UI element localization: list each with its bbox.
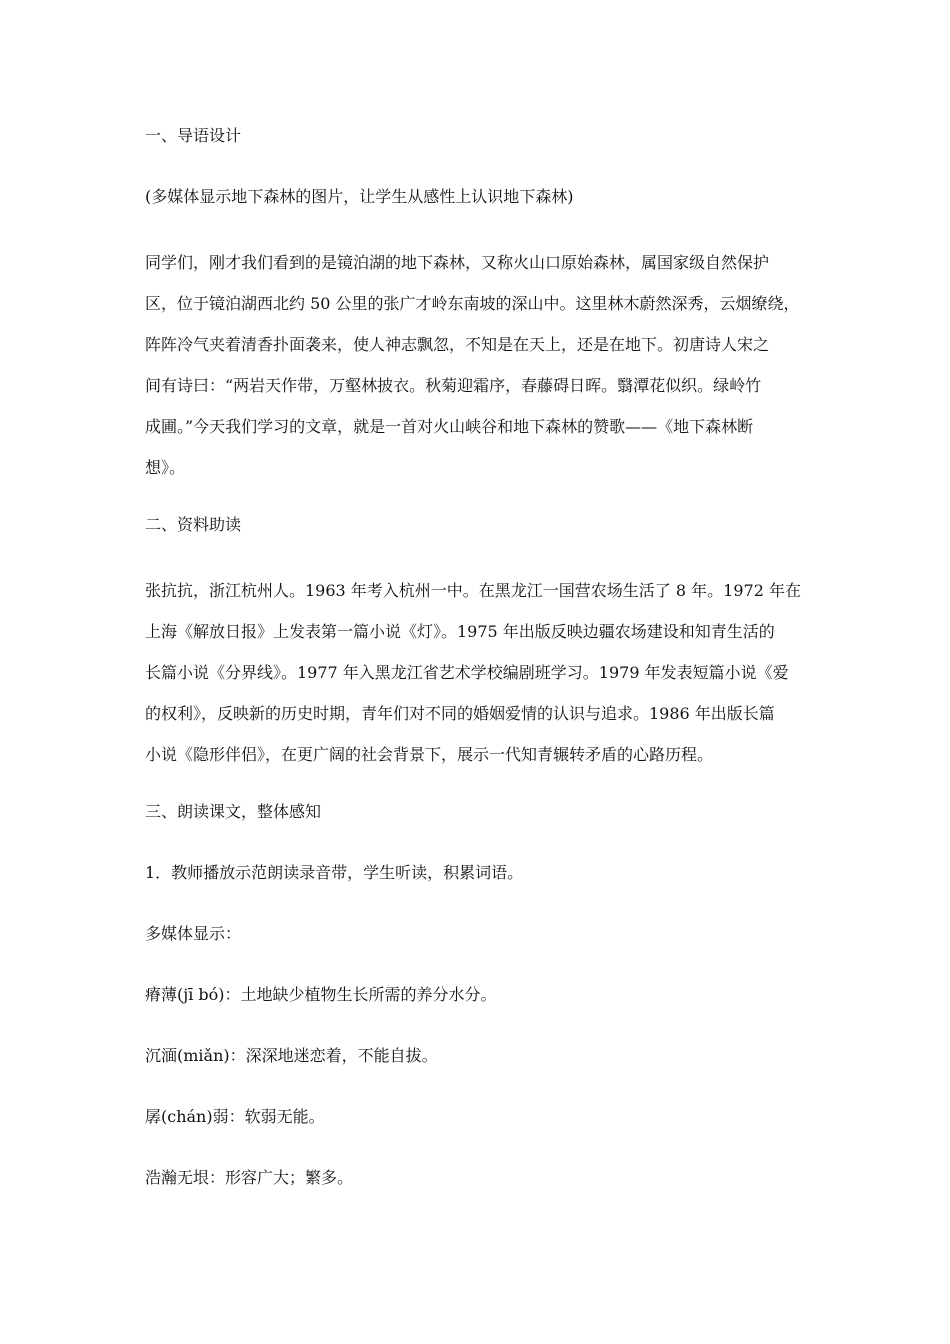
paragraph-line: 张抗抗，浙江杭州人。1963 年考入杭州一中。在黑龙江一国营农场生活了 8 年。1972 年在 (145, 581, 801, 600)
section-heading-intro: 一、导语设计 (145, 126, 242, 145)
document-body (145, 124, 810, 1190)
paragraph-line: 小说《隐形伴侣》，在更广阔的社会背景下，展示一代知青辗转矛盾的心路历程。 (145, 745, 714, 764)
instruction-item-1: 1．教师播放示范朗读录音带，学生听读，积累词语。 (145, 863, 524, 882)
paragraph-line: 长篇小说《分界线》。1977 年入黑龙江省艺术学校编剧班学习。1979 年发表短篇小说《爱 (145, 663, 789, 682)
author-paragraph (145, 570, 810, 775)
paragraph-line: 成圃。”今天我们学习的文章，就是一首对火山峡谷和地下森林的赞歌——《地下森林断 (145, 417, 754, 436)
vocab-item: 瘠薄(jī bó)：土地缺少植物生长所需的养分水分。 (145, 985, 497, 1004)
vocab-item: 孱(chán)弱：软弱无能。 (145, 1107, 325, 1126)
paragraph-line: 阵阵冷气夹着清香扑面袭来，使人神志飘忽，不知是在天上，还是在地下。初唐诗人宋之 (145, 335, 770, 354)
paragraph-line: 的权利》，反映新的历史时期，青年们对不同的婚姻爱情的认识与追求。1986 年出版长篇 (145, 704, 775, 723)
vocab-item: 浩瀚无垠：形容广大；繁多。 (145, 1168, 354, 1187)
paragraph-line: 同学们，刚才我们看到的是镜泊湖的地下森林，又称火山口原始森林，属国家级自然保护 (145, 253, 770, 272)
vocab-item: 沉湎(miǎn)：深深地迷恋着，不能自拔。 (145, 1046, 438, 1065)
section-heading-reading: 三、朗读课文，整体感知 (145, 802, 322, 821)
intro-paragraph (145, 242, 810, 488)
paragraph-line: 区，位于镜泊湖西北约 50 公里的张广才岭东南坡的深山中。这里林木蔚然深秀，云烟缭绕， (145, 294, 800, 313)
multimedia-label: 多媒体显示： (145, 924, 242, 943)
paragraph-line: 想》。 (145, 458, 186, 477)
paragraph-line: 上海《解放日报》上发表第一篇小说《灯》。1975 年出版反映边疆农场建设和知青生活的 (145, 622, 775, 641)
paragraph-line: 间有诗曰：“两岩天作带，万壑林披衣。秋菊迎霜序，春藤碍日晖。翳潭花似织。绿岭竹 (145, 376, 762, 395)
multimedia-note: (多媒体显示地下森林的图片，让学生从感性上认识地下森林) (145, 187, 574, 206)
section-heading-materials: 二、资料助读 (145, 515, 242, 534)
